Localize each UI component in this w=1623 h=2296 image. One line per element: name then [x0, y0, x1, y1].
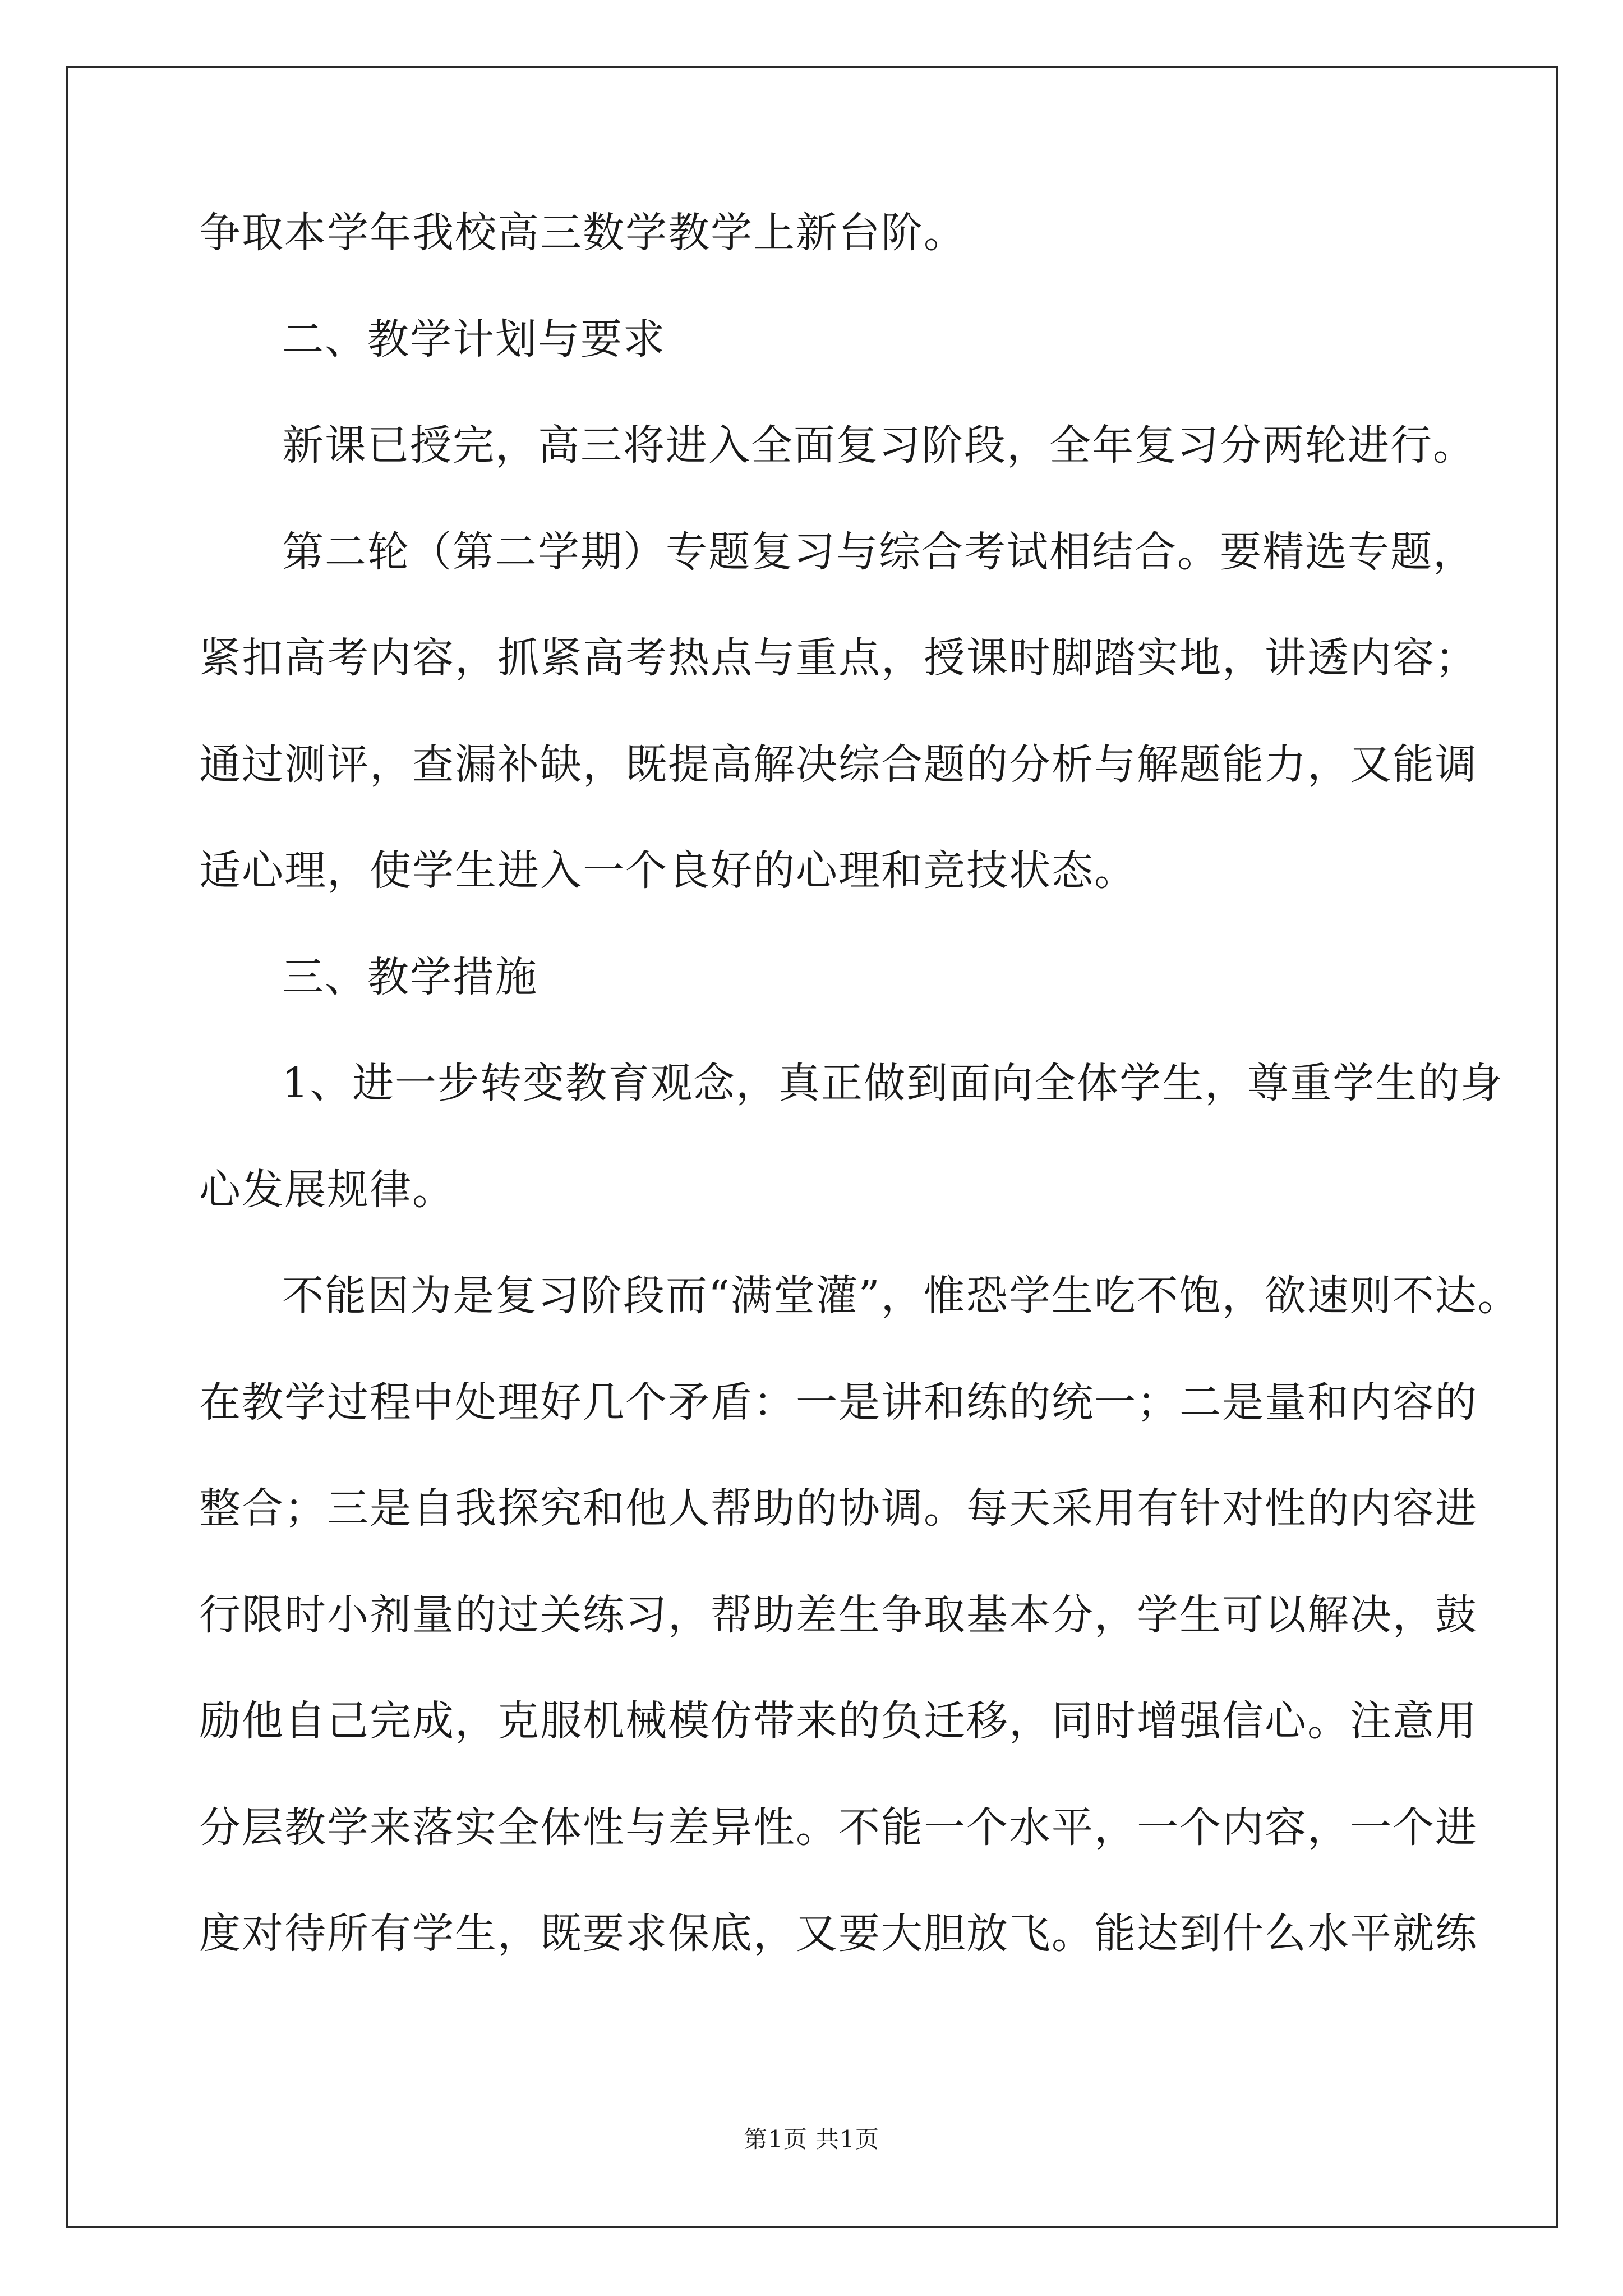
text-line: 新课已授完，高三将进入全面复习阶段，全年复习分两轮进行。 [282, 421, 1476, 470]
text-line: 分层教学来落实全体性与差异性。不能一个水平，一个内容，一个进 [199, 1803, 1478, 1852]
text-line: 行限时小剂量的过关练习，帮助差生争取基本分，学生可以解决，鼓 [199, 1591, 1478, 1639]
text-line: 心发展规律。 [199, 1166, 455, 1214]
text-line: 第二轮（第二学期）专题复习与综合考试相结合。要精选专题， [282, 528, 1476, 576]
text-line: 在教学过程中处理好几个矛盾：一是讲和练的统一；二是量和内容的 [199, 1378, 1478, 1427]
text-line: 通过测评，查漏补缺，既提高解决综合题的分析与解题能力，又能调 [199, 740, 1478, 789]
section-heading: 三、教学措施 [282, 953, 538, 1001]
text-line: 紧扣高考内容，抓紧高考热点与重点，授课时脚踏实地，讲透内容； [199, 634, 1478, 682]
text-line: 适心理，使学生进入一个良好的心理和竞技状态。 [199, 846, 1137, 895]
section-heading: 二、教学计划与要求 [282, 315, 666, 364]
page-border [66, 66, 1558, 2228]
text-line: 整合；三是自我探究和他人帮助的协调。每天采用有针对性的内容进 [199, 1484, 1478, 1533]
text-line: 1、进一步转变教育观念，真正做到面向全体学生，尊重学生的身 [282, 1059, 1504, 1107]
text-line: 励他自己完成，克服机械模仿带来的负迁移，同时增强信心。注意用 [199, 1697, 1478, 1745]
text-line: 度对待所有学生，既要求保底，又要大胆放飞。能达到什么水平就练 [199, 1910, 1478, 1958]
text-line: 不能因为是复习阶段而“满堂灌”，惟恐学生吃不饱，欲速则不达。 [282, 1272, 1520, 1320]
text-line: 争取本学年我校高三数学教学上新台阶。 [199, 209, 966, 257]
page-footer: 第1页 共1页 [744, 2125, 879, 2153]
